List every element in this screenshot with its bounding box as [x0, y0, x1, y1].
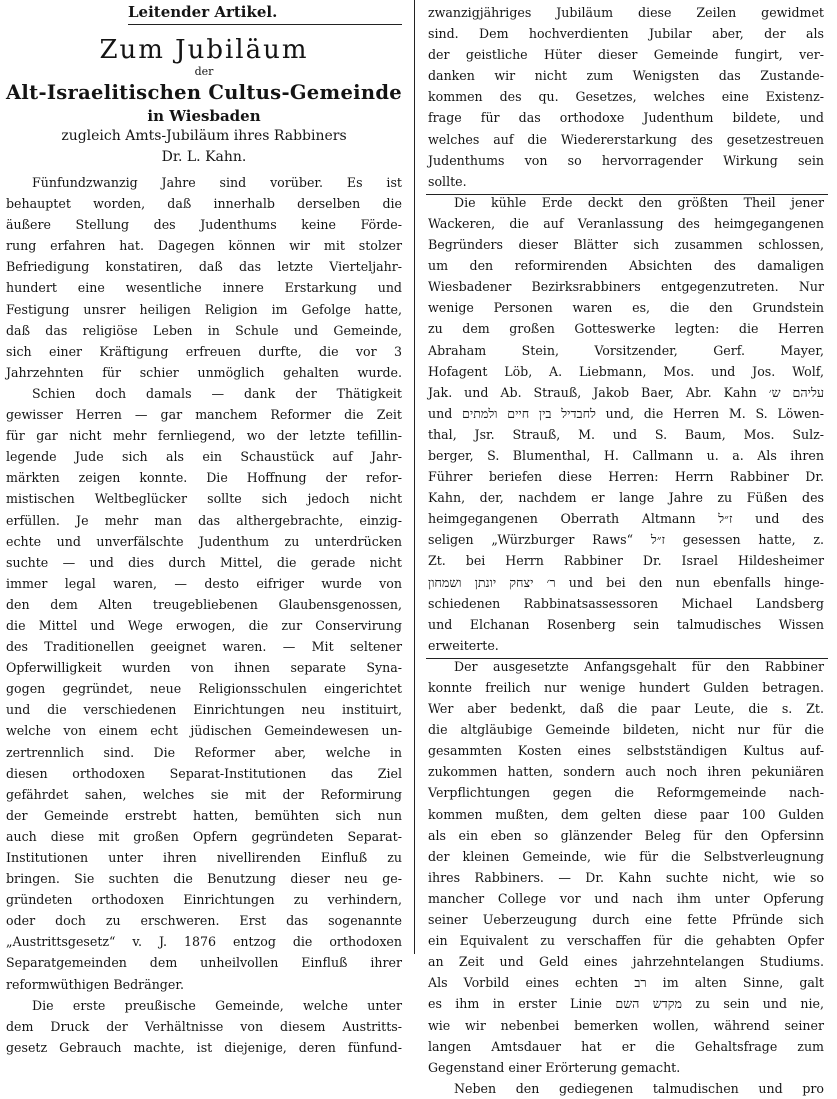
text-line: Fünfundzwanzig Jahre sind vorüber. Es ist — [32, 175, 402, 190]
text-line: suchte — und dies durch Mittel, die gerade nicht — [6, 554, 402, 570]
text-line: es ihm in erster Linie מקדש השם zu sein und nie, — [428, 996, 825, 1012]
text-line: schiedenen Rabbinatsassessoren Michael Landsberg — [428, 595, 824, 611]
text-line: märkten zeigen konnte. Die Hoffnung der refor- — [6, 470, 402, 486]
text-line: Gegenstand einer Erörterung gemacht. — [428, 1059, 681, 1075]
text-line: welche von einem echt jüdischen Gemeindewesen un- — [6, 723, 402, 739]
column-divider — [414, 0, 415, 954]
text-line: diesen orthodoxen Separat-Institutionen das Ziel — [6, 765, 402, 781]
text-line: und die verschiedenen Einrichtungen neu instituirt, — [6, 702, 402, 718]
text-line: Kahn, der, nachdem er lange Jahre zu Füßen des — [428, 490, 824, 506]
text-line: Zt. bei Herrn Rabbiner Dr. Israel Hildesheimer — [428, 553, 824, 569]
text-line: ein Equivalent zu verschaffen für die gehabten Opfer — [428, 933, 824, 949]
right-column — [428, 2, 825, 1096]
text-line: Der ausgesetzte Anfangsgehalt für den Rabbiner — [454, 658, 824, 674]
text-line: Separatgemeinden dem unheilvollen Einfluß ihrer — [6, 955, 402, 971]
text-line: mistischen Weltbeglücker sollte sich jedoch nicht — [6, 491, 402, 507]
author-line: Dr. L. Kahn. — [161, 149, 247, 165]
text-line: Judenthums von so hervorragender Wirkung sein — [428, 152, 824, 168]
text-line: zukommen hatten, sondern auch noch ihren pekuniären — [428, 764, 824, 780]
text-line: rung erfahren hat. Dagegen können wir mit stolzer — [6, 238, 402, 254]
text-line: und Elchanan Rosenberg sein talmudisches Wissen — [428, 616, 824, 632]
text-line: Wiesbadener Bezirksrabbiners entgegenzutreten. Nur — [428, 279, 824, 295]
text-line: gefährdet sahen, welches sie mit der Reformirung — [6, 786, 402, 802]
text-line: der Gemeinde erstrebt hatten, bemühten sich nun — [6, 807, 402, 823]
text-line: Abraham Stein, Vorsitzender, Gerf. Mayer, — [428, 342, 824, 358]
text-line: langen Amtsdauer hat er die Gehaltsfrage zum — [428, 1038, 824, 1054]
text-line: Wackeren, die auf Veranlassung des heimgegangenen — [428, 215, 824, 231]
text-line: oder doch zu erschweren. Erst das sogenannte — [6, 913, 402, 929]
text-line: bringen. Sie suchten die Benutzung dieser neu ge- — [6, 871, 402, 887]
text-line: gogen gegründet, neue Religionsschulen eingerichtet — [6, 681, 402, 697]
text-line: konnte freilich nur wenige hundert Gulden betragen. — [428, 680, 824, 695]
text-line: wenige Personen waren es, die den Grundstein — [428, 300, 824, 316]
text-line: die altgläubige Gemeinde bildeten, nicht nur für die — [428, 722, 824, 738]
text-line: berger, S. Blumenthal, H. Callmann u. a. Als ihren — [428, 447, 824, 463]
text-line: Institutionen unter ihren nivellirenden Einfluß zu — [6, 850, 402, 865]
text-line: sich einer Kräftigung erfreuen durfte, die vor 3 — [6, 343, 402, 359]
text-line: gesetz Gebrauch machte, ist diejenige, deren fünfund- — [6, 1039, 402, 1055]
text-line: thal, Jsr. Strauß, M. und S. Baum, Mos. Sulz- — [428, 426, 824, 442]
text-line: frage für das orthodoxe Judenthum bildete, und — [428, 110, 824, 126]
text-line: hundert eine wesentliche innere Erstarkung und — [6, 280, 402, 296]
text-line: zertrennlich sind. Die Reformer aber, welche in — [6, 744, 402, 760]
text-line: der geistliche Hüter dieser Gemeinde fungirt, ver- — [428, 47, 824, 63]
text-line: als ein eben so glänzender Beleg für den Opfersinn — [428, 827, 824, 843]
text-line: ihres Rabbiners. — Dr. Kahn suchte nicht, wie so — [428, 869, 824, 885]
text-line: Jak. und Ab. Strauß, Jakob Baer, Abr. Kahn עליהם ש׳ — [428, 384, 824, 400]
text-line: Die erste preußische Gemeinde, welche unter — [32, 997, 402, 1013]
text-line: für gar nicht mehr fernliegend, wo der letzte tefillin- — [6, 428, 402, 444]
text-line: wie wir nebenbei bemerken wollen, während seiner — [428, 1017, 824, 1033]
right-article-body — [428, 2, 824, 1099]
text-line: auch diese mit großen Opfern gegründeten Separat- — [6, 828, 402, 844]
text-line: Jahrzehnten für schier unmöglich gehalten wurde. — [6, 364, 402, 380]
text-line: Befriedigung konstatiren, daß das letzte Vierteljahr- — [6, 259, 402, 275]
text-line: zu dem großen Gotteswerke legten: die Herren — [428, 321, 824, 337]
text-line: Die kühle Erde deckt den größten Theil jener — [454, 194, 824, 210]
subtitle: zugleich Amts-Jubiläum ihres Rabbiners — [61, 128, 347, 144]
text-line: Verpflichtungen gegen die Reformgemeinde nach- — [428, 785, 824, 801]
text-line: daß das religiöse Leben in Schule und Gemeinde, — [6, 322, 402, 338]
text-line: erfüllen. Je mehr man das althergebrachte, einzig- — [6, 512, 402, 528]
text-line: Festigung unsrer heiligen Religion im Gefolge hatte, — [6, 301, 402, 317]
text-line: welches auf die Wiedererstarkung des gesetzestreuen — [428, 131, 824, 147]
text-line: Hofagent Löb, A. Liebmann, Mos. und Jos. Wolf, — [428, 363, 824, 379]
text-line: echte und unverfälschte Judenthum zu unterdrücken — [6, 533, 402, 549]
text-line: seligen „Würzburger Raws“ ז״ל gesessen hatte, z. — [428, 532, 824, 548]
text-line: Wer aber bedenkt, daß die paar Leute, die s. Zt. — [428, 701, 824, 717]
text-line: Opferwilligkeit wurden von ihnen separate Syna- — [6, 660, 402, 676]
left-column — [6, 2, 402, 1055]
text-line: behauptet worden, daß innerhalb derselben die — [6, 196, 402, 212]
text-line: „Austrittsgesetz“ v. J. 1876 entzog die orthodoxen — [6, 934, 402, 950]
text-line: legende Jude sich als ein Schaustück auf Jahr- — [6, 449, 402, 465]
text-line: Führer beriefen diese Herren: Herrn Rabbiner Dr. — [428, 469, 824, 485]
text-line: sind. Dem hochverdienten Jubilar aber, der als — [428, 26, 824, 42]
text-line: Als Vorbild eines echten רב im alten Sinne, galt — [428, 975, 824, 991]
headline-organization: Alt-Israelitischen Cultus-Gemeinde — [6, 81, 402, 104]
text-line: dem Druck der Verhältnisse von diesem Austritts- — [6, 1018, 402, 1034]
paragraph-divider-rule — [426, 658, 828, 659]
text-line: der kleinen Gemeinde, wie für die Selbstverleugnung — [428, 848, 824, 864]
text-line: heimgegangenen Oberrath Altmann ז״ל und des — [428, 511, 824, 527]
text-line: den dem Alten treugebliebenen Glaubensgenossen, — [6, 596, 402, 612]
section-label: Leitender Artikel. — [128, 2, 402, 25]
text-line: kommen mußten, dem gelten diese paar 100 Gulden — [428, 806, 824, 822]
text-line: sollte. — [428, 173, 467, 189]
text-line: die Mittel und Wege erwogen, die zur Conservirung — [6, 617, 402, 633]
paragraph-divider-rule — [426, 194, 828, 195]
text-line: ר׳ יצחק יונתן ושמחון und bei den nun ebenfalls hinge- — [428, 574, 825, 590]
text-line: erweiterte. — [428, 637, 499, 653]
text-line: zwanzigjähriges Jubiläum diese Zeilen gewidmet — [428, 5, 824, 20]
text-line: danken wir nicht zum Wenigsten das Zustande- — [428, 68, 824, 84]
text-line: Schien doch damals — dank der Thätigkeit — [32, 385, 402, 401]
text-line: Begründers dieser Blätter sich zusammen schlossen, — [428, 237, 824, 253]
text-line: gewisser Herren — gar manchem Reformer die Zeit — [6, 407, 402, 423]
left-article-body — [6, 172, 402, 1058]
text-line: um den reformirenden Absichten des damaligen — [428, 258, 824, 274]
text-line: seiner Ueberzeugung durch eine fette Pfründe sich — [428, 912, 824, 928]
text-line: äußere Stellung des Judenthums keine Förde- — [6, 217, 402, 233]
headline-der: der — [194, 65, 214, 78]
text-line: gesammten Kosten eines selbstständigen Kultus auf- — [428, 743, 824, 759]
text-line: an Zeit und Geld eines jahrzehntelangen Studiums. — [428, 954, 824, 970]
text-line: gründeten orthodoxen Einrichtungen zu verhindern, — [6, 892, 402, 908]
text-line: reformwüthigen Bedränger. — [6, 976, 184, 992]
headline-city: in Wiesbaden — [147, 107, 261, 125]
headline: Zum Jubiläum — [99, 35, 309, 65]
text-line: kommen des qu. Gesetzes, welches eine Existenz- — [428, 89, 824, 105]
text-line: Neben den gediegenen talmudischen und pro — [454, 1080, 824, 1096]
text-line: des Traditionellen geeignet waren. — Mit seltener — [6, 639, 402, 655]
text-line: mancher College vor und nach ihm unter Opferung — [428, 890, 824, 906]
text-line: immer legal waren, — desto eifriger wurde von — [6, 575, 402, 591]
text-line: und לחבדיל בין חיים ולמתים und, die Herren M. S. Löwen- — [428, 405, 824, 421]
